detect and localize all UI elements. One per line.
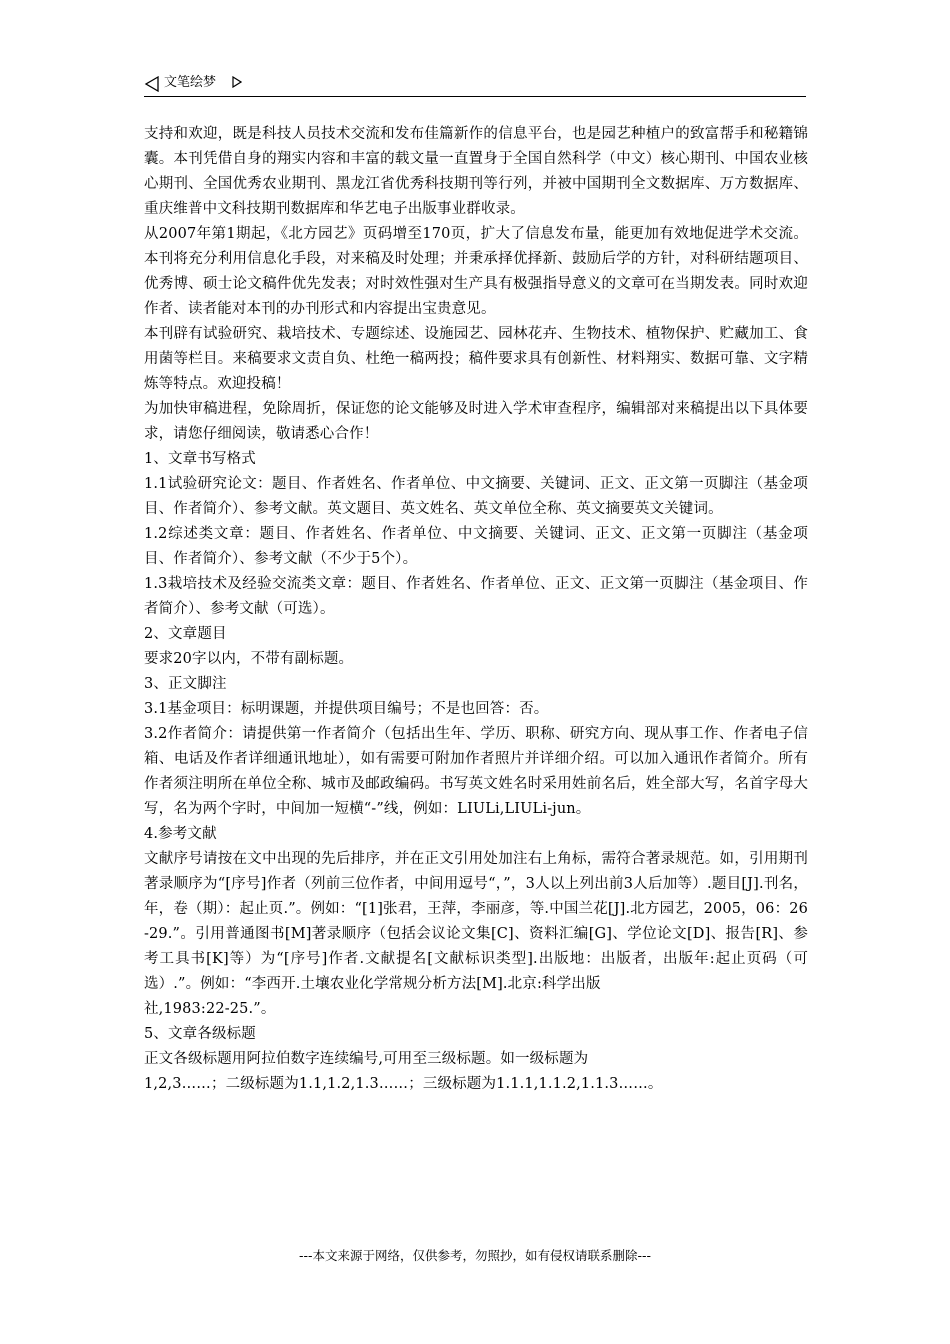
paragraph: 本刊辟有试验研究、栽培技术、专题综述、设施园艺、园林花卉、生物技术、植物保护、贮藏加工、食用菌等栏目。来稿要求文责自负、杜绝一稿两投；稿件要求具有创新性、材料翔实、数据可靠、文字精炼等特点。欢迎投稿！: [144, 326, 808, 392]
paragraph: 文献序号请按在文中出现的先后排序，并在正文引用处加注右上角标，需符合著录规范。如，引用期刊著录顺序为“[序号]作者（列前三位作者，中间用逗号“，”，3人以上列出前3人后加等）.题目[J].刊名，年，卷（期）：起止页.”。例如：“[1]张君，王萍，李丽彦，等.中国兰花[J].北方园艺，2005，06：26-29.”。引用普通图书[M]著录顺序（包括会议论文集[C]、资料汇编[G]、学位论文[D]、报告[R]、参考工具书[K]等）为“[序号]作者.文献提名[文献标识类型].出版地：出版者，出版年:起止页码（可选）.”。例如：“李西开.土壤农业化学常规分析方法[M].北京:科学出版: [144, 851, 808, 992]
section-heading: 4.参考文献: [144, 826, 217, 842]
document-body: [144, 122, 808, 1097]
paragraph: 从2007年第1期起，《北方园艺》页码增至170页，扩大了信息发布量，能更加有效地促进学术交流。本刊将充分利用信息化手段，对来稿及时处理；并秉承择优择新、鼓励后学的方针，对科研结题项目、优秀博、硕士论文稿件优先发表；对时效性强对生产具有极强指导意义的文章可在当期发表。同时欢迎作者、读者能对本刊的办刊形式和内容提出宝贵意见。: [144, 226, 808, 317]
page-footer-disclaimer: ---本文来源于网络，仅供参考，勿照抄，如有侵权请联系删除---: [298, 1248, 652, 1263]
paragraph: 正文各级标题用阿拉伯数字连续编号,可用至三级标题。如一级标题为: [144, 1051, 589, 1067]
section-heading: 5、文章各级标题: [144, 1026, 256, 1042]
paragraph: 为加快审稿进程，免除周折，保证您的论文能够及时进入学术审查程序，编辑部对来稿提出以下具体要求，请您仔细阅读，敬请悉心合作！: [144, 401, 808, 442]
paragraph: 3.1基金项目：标明课题，并提供项目编号；不是也回答：否。: [144, 701, 549, 717]
triangle-left-outline-icon: [144, 76, 160, 92]
header-brand: 文笔绘梦: [164, 75, 217, 90]
paragraph: 1,2,3……；二级标题为1.1,1.2,1.3……；三级标题为1.1.1,1.1.2,1.1.3……。: [144, 1076, 663, 1092]
section-heading: 3、正文脚注: [144, 676, 227, 692]
paragraph: 1.1试验研究论文：题目、作者姓名、作者单位、中文摘要、关键词、正文、正文第一页脚注（基金项目、作者简介）、参考文献。英文题目、英文姓名、英文单位全称、英文摘要英文关键词。: [144, 476, 808, 517]
section-heading: 1、文章书写格式: [144, 451, 256, 467]
paragraph: 3.2作者简介：请提供第一作者简介（包括出生年、学历、职称、研究方向、现从事工作、作者电子信箱、电话及作者详细通讯地址），如有需要可附加作者照片并详细介绍。可以加入通讯作者简介。所有作者须注明所在单位全称、城市及邮政编码。书写英文姓名时采用姓前名后，姓全部大写，名首字母大写，名为两个字时，中间加一短横“-”线，例如：LIULi,LIULi-jun。: [144, 726, 808, 817]
section-heading: 2、文章题目: [144, 626, 227, 642]
paragraph: 社,1983:22-25.”。: [144, 1001, 276, 1017]
paragraph: 1.3栽培技术及经验交流类文章：题目、作者姓名、作者单位、正文、正文第一页脚注（基金项目、作者简介）、参考文献（可选）。: [144, 576, 808, 617]
paragraph: 支持和欢迎，既是科技人员技术交流和发布佳篇新作的信息平台，也是园艺种植户的致富帮手和秘籍锦囊。本刊凭借自身的翔实内容和丰富的载文量一直置身于全国自然科学（中文）核心期刊、中国农业核心期刊、全国优秀农业期刊、黑龙江省优秀科技期刊等行列，并被中国期刊全文数据库、万方数据库、重庆维普中文科技期刊数据库和华艺电子出版事业群收录。: [144, 126, 808, 217]
paragraph: 1.2综述类文章：题目、作者姓名、作者单位、中文摘要、关键词、正文、正文第一页脚注（基金项目、作者简介）、参考文献（不少于5个）。: [144, 526, 808, 567]
triangle-right-outline-icon: [232, 76, 242, 88]
paragraph: 要求20字以内，不带有副标题。: [144, 651, 354, 667]
page-header: [144, 72, 806, 97]
